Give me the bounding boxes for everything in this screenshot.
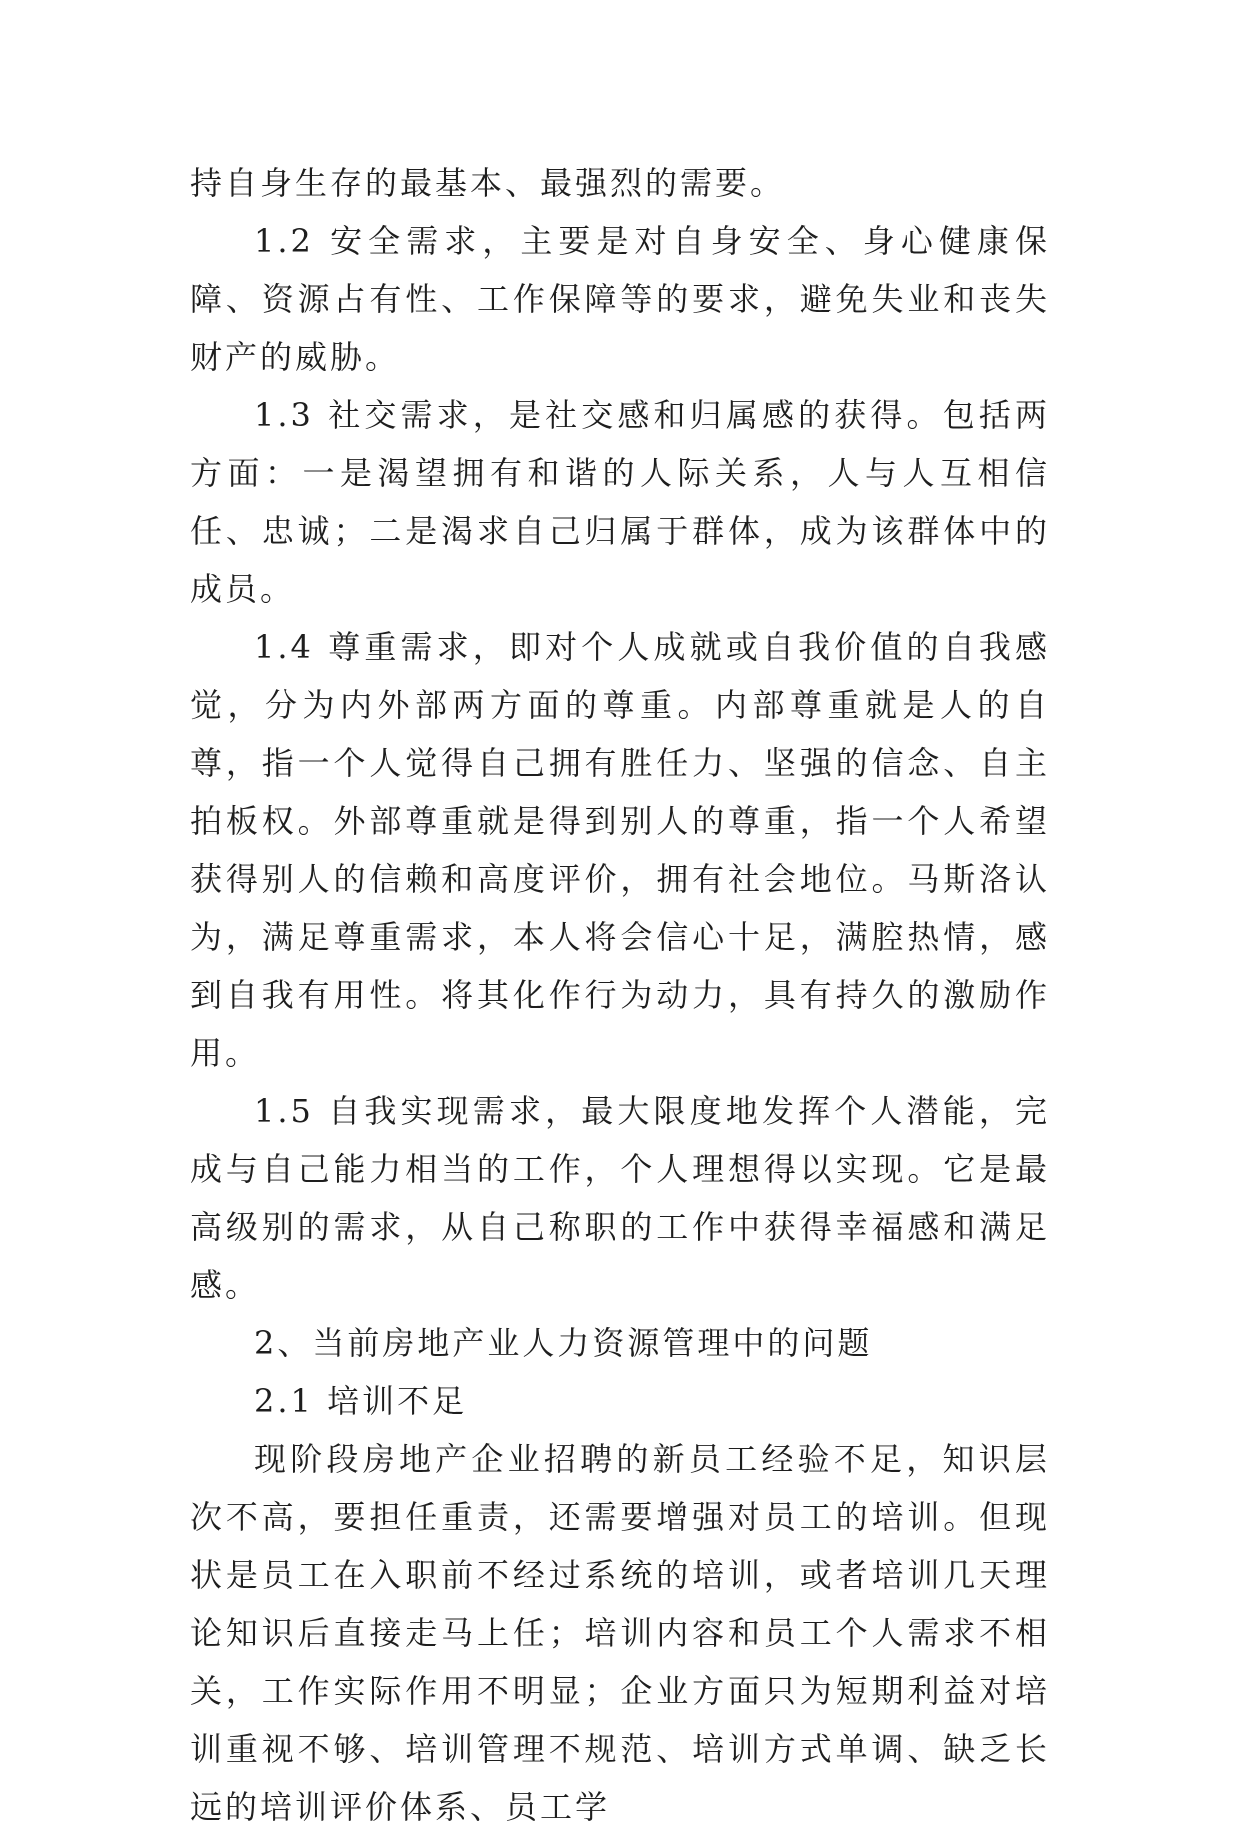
subsection-heading-training: 2.1 培训不足 bbox=[254, 1382, 468, 1420]
paragraph-safety-needs: 1.2 安全需求，主要是对自身安全、身心健康保障、资源占有性、工作保障等的要求，避免失业和丧失财产的威胁。 bbox=[190, 222, 1050, 376]
paragraph-social-needs: 1.3 社交需求，是社交感和归属感的获得。包括两方面：一是渴望拥有和谐的人际关系，人与人互相信任、忠诚；二是渴求自己归属于群体，成为该群体中的成员。 bbox=[190, 396, 1050, 608]
paragraph-training-issues: 现阶段房地产企业招聘的新员工经验不足，知识层次不高，要担任重责，还需要增强对员工的培训。但现状是员工在入职前不经过系统的培训，或者培训几天理论知识后直接走马上任；培训内容和员工个人需求不相关，工作实际作用不明显；企业方面只为短期利益对培训重视不够、培训管理不规范、培训方式单调、缺乏长远的培训评价体系、员工学 bbox=[190, 1440, 1050, 1826]
section-heading-problems: 2、当前房地产业人力资源管理中的问题 bbox=[254, 1324, 873, 1362]
document-body bbox=[190, 154, 1050, 1836]
paragraph-esteem-needs: 1.4 尊重需求，即对个人成就或自我价值的自我感觉，分为内外部两方面的尊重。内部尊重就是人的自尊，指一个人觉得自己拥有胜任力、坚强的信念、自主拍板权。外部尊重就是得到别人的尊重，指一个人希望获得别人的信赖和高度评价，拥有社会地位。马斯洛认为，满足尊重需求，本人将会信心十足，满腔热情，感到自我有用性。将其化作行为动力，具有持久的激励作用。 bbox=[190, 628, 1050, 1072]
paragraph-self-actualization-needs: 1.5 自我实现需求，最大限度地发挥个人潜能，完成与自己能力相当的工作，个人理想得以实现。它是最高级别的需求，从自己称职的工作中获得幸福感和满足感。 bbox=[190, 1092, 1050, 1304]
paragraph-continuation: 持自身生存的最基本、最强烈的需要。 bbox=[190, 164, 786, 202]
